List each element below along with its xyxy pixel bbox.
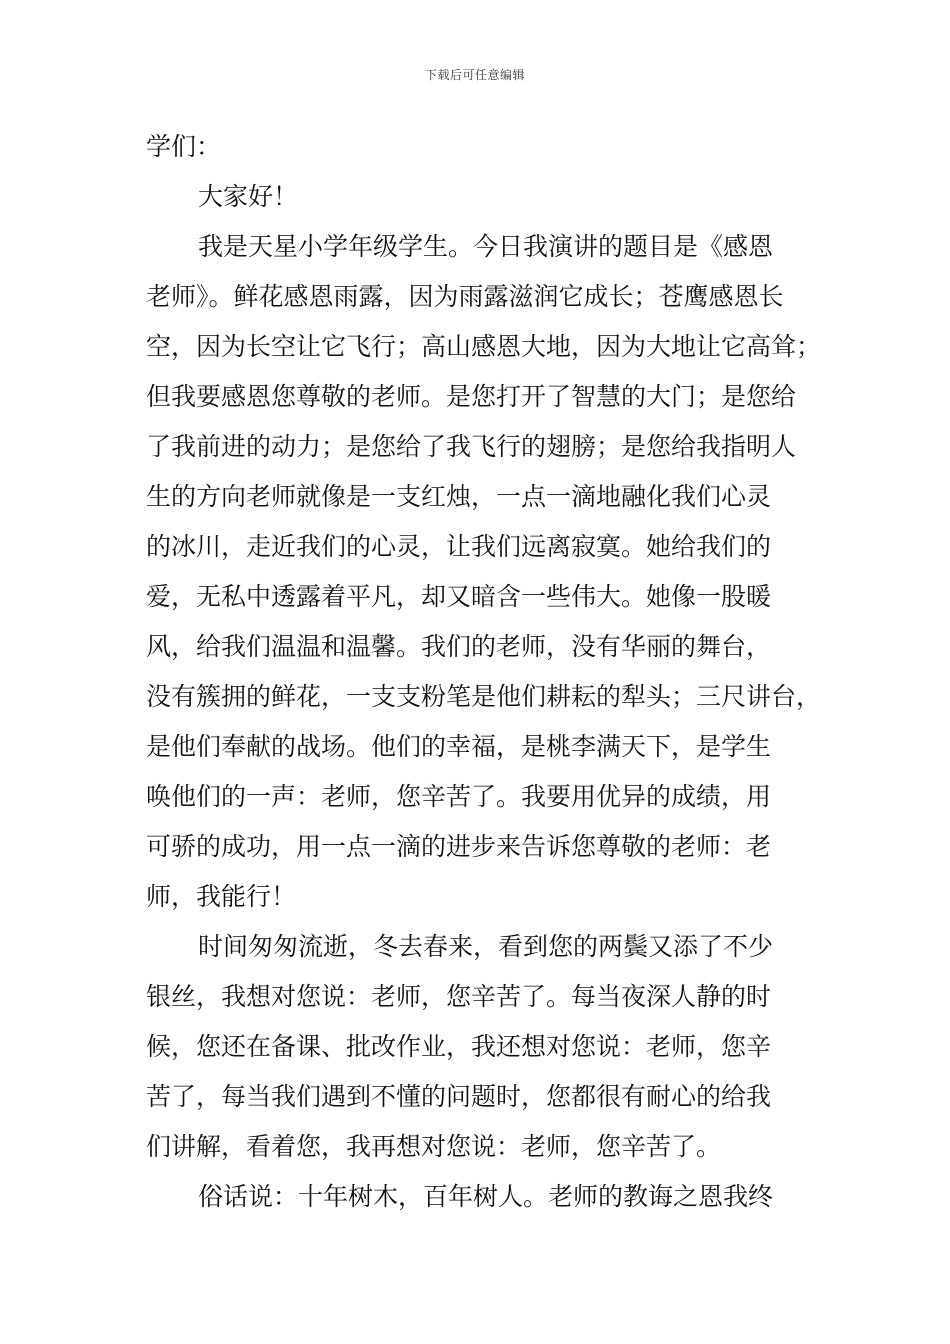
paragraph-2-line-1: 老师》。鲜花感恩雨露，因为雨露滋润它成长；苍鹰感恩长 <box>146 282 784 311</box>
paragraph-2-line-13: 师，我能行！ <box>146 882 297 911</box>
paragraph-2-line-4: 了我前进的动力；是您给了我飞行的翅膀；是您给我指明人 <box>146 432 797 461</box>
header-note: 下载后可任意编辑 <box>424 68 525 82</box>
paragraph-4-line-0: 俗话说：十年树木，百年树人。老师的教诲之恩我终 <box>198 1182 774 1211</box>
paragraph-3-line-0: 时间匆匆流逝，冬去春来，看到您的两鬓又添了不少 <box>198 932 774 961</box>
paragraph-1-line-0: 大家好！ <box>198 182 299 211</box>
paragraph-2-line-7: 爱，无私中透露着平凡，却又暗含一些伟大。她像一股暖 <box>146 582 772 611</box>
document-body <box>146 122 836 1222</box>
paragraph-3-line-3: 苦了，每当我们遇到不懂的问题时，您都很有耐心的给我 <box>146 1082 772 1111</box>
paragraph-2-line-3: 但我要感恩您尊敬的老师。是您打开了智慧的大门；是您给 <box>146 382 797 411</box>
paragraph-2-line-11: 唤他们的一声：老师，您辛苦了。我要用优异的成绩，用 <box>146 782 772 811</box>
paragraph-2-line-6: 的冰川，走近我们的心灵，让我们远离寂寞。她给我们的 <box>146 532 772 561</box>
paragraph-0-line-0: 学们： <box>146 132 222 161</box>
paragraph-2-line-10: 是他们奉献的战场。他们的幸福，是桃李满天下，是学生 <box>146 732 772 761</box>
paragraph-2-line-0: 我是天星小学年级学生。今日我演讲的题目是《感恩 <box>198 232 774 261</box>
paragraph-2-line-8: 风，给我们温温和温馨。我们的老师，没有华丽的舞台， <box>146 632 772 661</box>
paragraph-2-line-12: 可骄的成功，用一点一滴的进步来告诉您尊敬的老师：老 <box>146 832 772 861</box>
paragraph-3-line-1: 银丝，我想对您说：老师，您辛苦了。每当夜深人静的时 <box>146 982 772 1011</box>
paragraph-2-line-2: 空，因为长空让它飞行；高山感恩大地，因为大地让它高耸； <box>146 332 822 361</box>
paragraph-3-line-4: 们讲解，看着您，我再想对您说：老师，您辛苦了。 <box>146 1132 722 1161</box>
paragraph-2-line-5: 生的方向老师就像是一支红烛，一点一滴地融化我们心灵 <box>146 482 772 511</box>
paragraph-3-line-2: 候，您还在备课、批改作业，我还想对您说：老师，您辛 <box>146 1032 772 1061</box>
paragraph-2-line-9: 没有簇拥的鲜花，一支支粉笔是他们耕耘的犁头；三尺讲台， <box>146 682 822 711</box>
